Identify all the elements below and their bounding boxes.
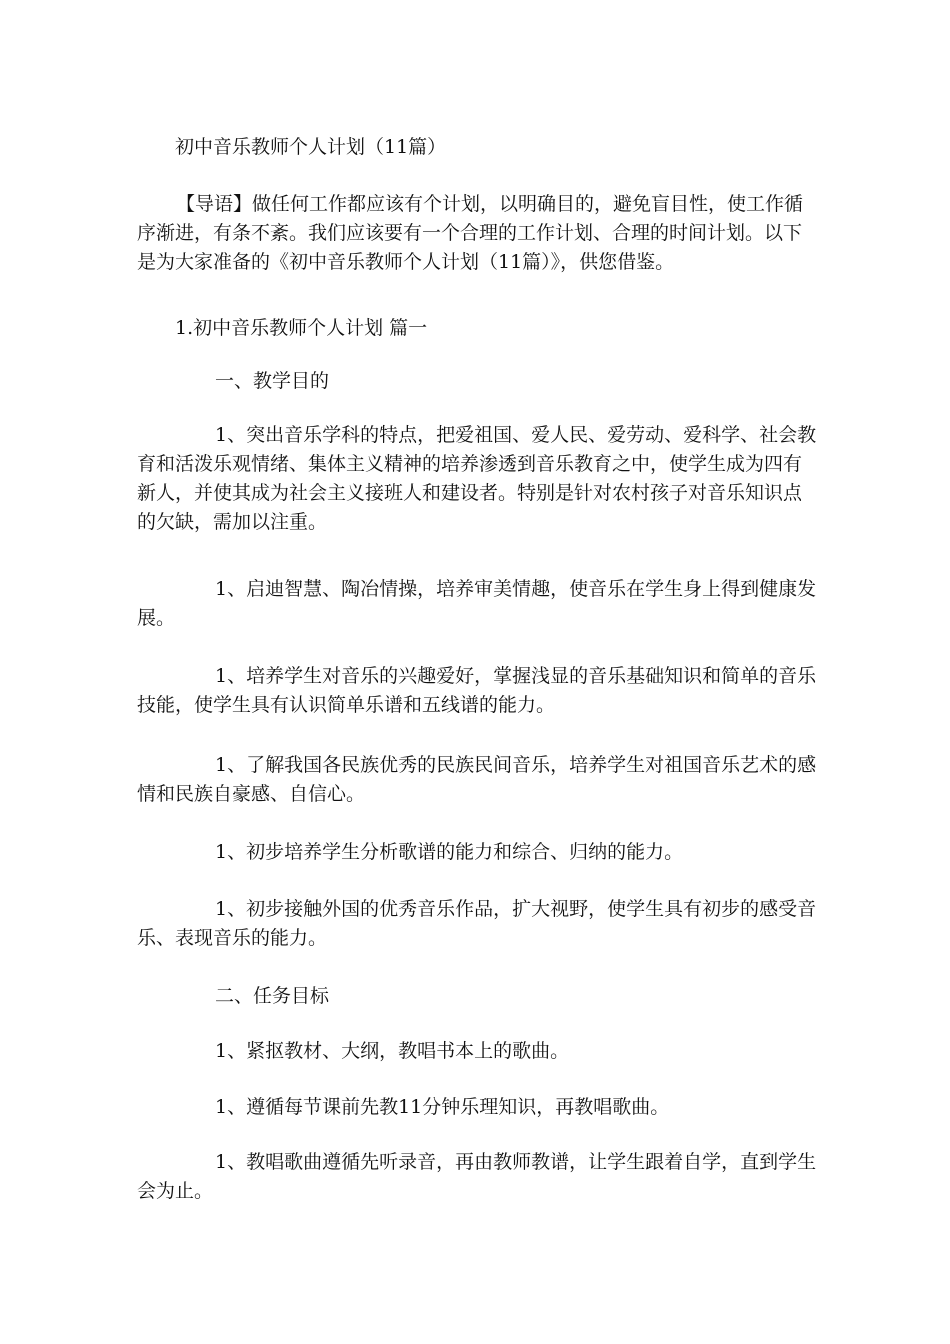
part2-item-1 bbox=[137, 1037, 817, 1066]
part1-item-6 bbox=[137, 895, 817, 953]
part1-item-4 bbox=[137, 751, 817, 809]
intro-paragraph: 【导语】做任何工作都应该有个计划，以明确目的，避免盲目性，使工作循序渐进，有条不紊。我们应该要有一个合理的工作计划、合理的时间计划。以下是为大家准备的《初中音乐教师个人计划（11篇）》，供您借鉴。 bbox=[137, 193, 804, 273]
document-title: 初中音乐教师个人计划（11篇） bbox=[175, 136, 447, 158]
part1-item-1 bbox=[137, 421, 817, 537]
part2-heading: 二、任务目标 bbox=[215, 985, 330, 1007]
paragraph: 1、启迪智慧、陶冶情操，培养审美情趣，使音乐在学生身上得到健康发展。 bbox=[137, 578, 817, 629]
part1-heading: 一、教学目的 bbox=[215, 370, 330, 392]
part2-item-2 bbox=[137, 1093, 817, 1122]
paragraph: 1、紧抠教材、大纲，教唱书本上的歌曲。 bbox=[215, 1040, 570, 1062]
paragraph: 1、培养学生对音乐的兴趣爱好，掌握浅显的音乐基础知识和简单的音乐技能，使学生具有认识简单乐谱和五线谱的能力。 bbox=[137, 665, 817, 716]
paragraph: 1、初步接触外国的优秀音乐作品，扩大视野，使学生具有初步的感受音乐、表现音乐的能力。 bbox=[137, 898, 817, 949]
part1-item-3 bbox=[137, 662, 817, 720]
paragraph: 1、初步培养学生分析歌谱的能力和综合、归纳的能力。 bbox=[215, 841, 684, 863]
part1-item-5 bbox=[137, 838, 817, 867]
paragraph: 1、遵循每节课前先教11分钟乐理知识，再教唱歌曲。 bbox=[215, 1096, 670, 1118]
paragraph: 1、突出音乐学科的特点，把爱祖国、爱人民、爱劳动、爱科学、社会教育和活泼乐观情绪、集体主义精神的培养渗透到音乐教育之中，使学生成为四有新人，并使其成为社会主义接班人和建设者。特别是针对农村孩子对音乐知识点的欠缺，需加以注重。 bbox=[137, 424, 817, 533]
part1-item-2 bbox=[137, 575, 817, 633]
paragraph: 1、教唱歌曲遵循先听录音，再由教师教谱，让学生跟着自学，直到学生会为止。 bbox=[137, 1151, 817, 1202]
section-title: 1.初中音乐教师个人计划 篇一 bbox=[175, 317, 428, 339]
paragraph: 1、了解我国各民族优秀的民族民间音乐，培养学生对祖国音乐艺术的感情和民族自豪感、自信心。 bbox=[137, 754, 817, 805]
part2-item-3 bbox=[137, 1148, 817, 1206]
intro-paragraph-block bbox=[137, 190, 817, 277]
